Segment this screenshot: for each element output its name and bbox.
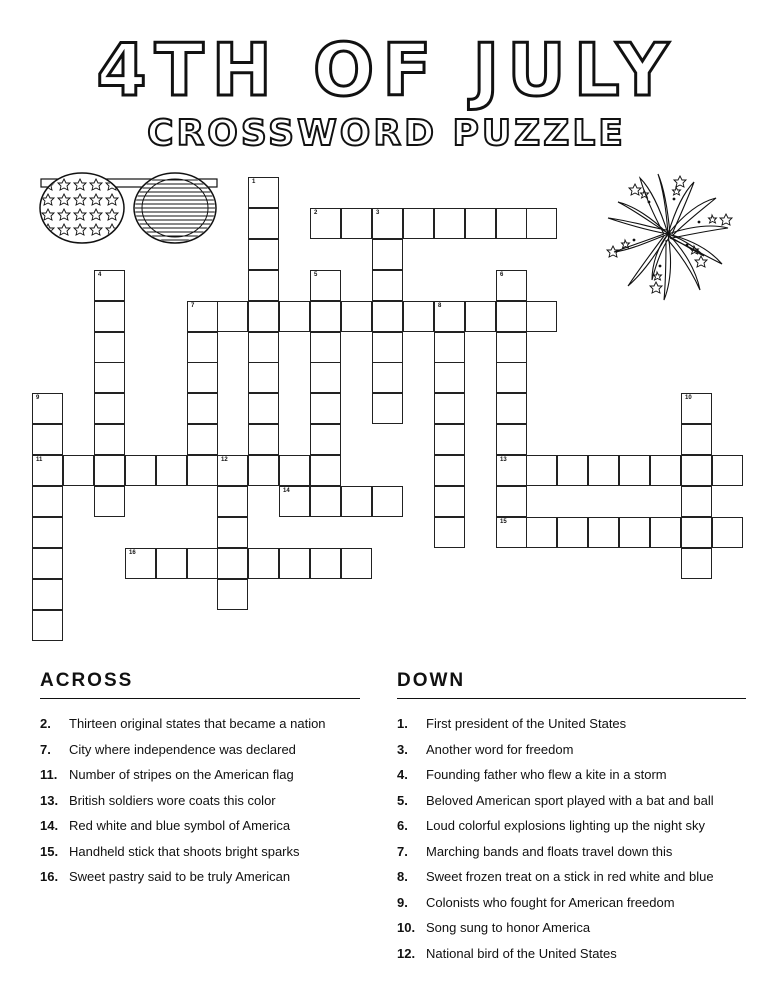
grid-cell[interactable] (94, 301, 125, 332)
grid-cell[interactable] (496, 362, 527, 393)
grid-cell[interactable] (372, 486, 403, 517)
grid-cell[interactable] (248, 393, 279, 424)
grid-cell[interactable] (217, 301, 248, 332)
clue-down-1 (397, 711, 746, 737)
grid-cell[interactable] (434, 455, 465, 486)
cell-number: 11 (36, 457, 43, 463)
clue-text: Sweet pastry said to be truly American (69, 869, 291, 884)
grid-cell[interactable] (465, 208, 496, 239)
grid-cell[interactable] (341, 486, 372, 517)
grid-cell[interactable] (310, 455, 341, 486)
grid-cell[interactable] (372, 270, 403, 301)
clue-number: 16. (40, 869, 59, 884)
fireworks-icon (600, 168, 738, 308)
grid-cell[interactable] (619, 455, 650, 486)
clue-across-16 (40, 864, 360, 890)
cell-number: 10 (685, 395, 692, 401)
clue-number: 13. (40, 792, 59, 808)
clue-number: 1. (397, 716, 408, 731)
grid-cell[interactable] (32, 486, 63, 517)
cell-number: 15 (500, 519, 507, 525)
grid-cell[interactable] (526, 301, 557, 332)
grid-cell[interactable] (496, 393, 527, 424)
clue-down-10 (397, 915, 746, 941)
grid-cell[interactable] (650, 517, 681, 548)
cell-number: 4 (98, 272, 102, 278)
grid-cell[interactable] (94, 362, 125, 393)
clue-text: Loud colorful explosions lighting up the night sky (426, 818, 705, 833)
grid-cell[interactable] (248, 208, 279, 239)
clue-number: 4. (397, 767, 408, 782)
grid-cell[interactable] (434, 424, 465, 455)
grid-cell[interactable] (217, 486, 248, 517)
clue-text: Another word for freedom (426, 741, 574, 757)
clue-down-7 (397, 839, 746, 865)
grid-cell[interactable] (434, 517, 465, 548)
clue-text: Founding father who flew a kite in a storm (426, 767, 667, 782)
grid-cell[interactable] (187, 332, 218, 363)
grid-cell[interactable] (341, 301, 372, 332)
grid-cell[interactable] (187, 455, 218, 486)
clue-text: Thirteen original states that became a nation (69, 716, 326, 731)
clue-number: 7. (397, 843, 408, 859)
grid-cell[interactable] (310, 548, 341, 579)
grid-cell[interactable] (496, 301, 527, 332)
cell-number: 16 (129, 550, 136, 556)
clue-number: 5. (397, 792, 408, 808)
grid-cell[interactable] (434, 208, 465, 239)
grid-cell[interactable] (372, 301, 403, 332)
grid-cell[interactable] (32, 579, 63, 610)
grid-cell[interactable] (310, 332, 341, 363)
grid-cell[interactable] (279, 301, 310, 332)
grid-cell[interactable] (248, 548, 279, 579)
clue-down-5 (397, 788, 746, 814)
clue-number: 9. (397, 894, 408, 910)
grid-cell[interactable] (32, 455, 63, 486)
grid-cell[interactable] (32, 610, 63, 641)
grid-cell[interactable] (496, 424, 527, 455)
cell-number: 1 (252, 179, 256, 185)
down-clue-list (397, 711, 746, 966)
grid-cell[interactable] (465, 301, 496, 332)
clue-text: Colonists who fought for American freedom (426, 894, 675, 910)
grid-cell[interactable] (310, 424, 341, 455)
clue-across-13 (40, 788, 360, 814)
grid-cell[interactable] (156, 548, 187, 579)
grid-cell[interactable] (310, 362, 341, 393)
grid-cell[interactable] (526, 208, 557, 239)
grid-cell[interactable] (681, 455, 712, 486)
grid-cell[interactable] (712, 455, 743, 486)
grid-cell[interactable] (125, 548, 156, 579)
grid-cell[interactable] (94, 332, 125, 363)
grid-cell[interactable] (712, 517, 743, 548)
clue-text: Number of stripes on the American flag (69, 767, 294, 782)
grid-cell[interactable] (310, 270, 341, 301)
grid-cell[interactable] (372, 362, 403, 393)
grid-cell[interactable] (310, 208, 341, 239)
title-block (0, 28, 773, 156)
grid-cell[interactable] (341, 548, 372, 579)
grid-cell[interactable] (650, 455, 681, 486)
across-heading: ACROSS (40, 670, 360, 699)
grid-cell[interactable] (496, 455, 527, 486)
grid-cell[interactable] (94, 486, 125, 517)
clue-number: 7. (40, 741, 51, 757)
clue-across-14 (40, 813, 360, 839)
grid-cell[interactable] (63, 455, 94, 486)
grid-cell[interactable] (434, 393, 465, 424)
grid-cell[interactable] (187, 424, 218, 455)
clue-down-8 (397, 864, 746, 890)
grid-cell[interactable] (496, 517, 527, 548)
grid-cell[interactable] (434, 332, 465, 363)
grid-cell[interactable] (496, 486, 527, 517)
grid-cell[interactable] (32, 517, 63, 548)
grid-cell[interactable] (681, 517, 712, 548)
clue-number: 6. (397, 818, 408, 833)
grid-cell[interactable] (248, 270, 279, 301)
grid-cell[interactable] (681, 548, 712, 579)
down-section (397, 670, 746, 966)
clue-text: National bird of the United States (426, 945, 617, 961)
clue-number: 3. (397, 741, 408, 757)
grid-cell[interactable] (557, 455, 588, 486)
grid-cell[interactable] (310, 486, 341, 517)
grid-cell[interactable] (496, 270, 527, 301)
grid-cell[interactable] (187, 301, 218, 332)
grid-cell[interactable] (403, 208, 434, 239)
clue-down-3 (397, 737, 746, 763)
grid-cell[interactable] (681, 393, 712, 424)
clue-text: Song sung to honor America (426, 920, 591, 935)
sunglasses-icon (38, 170, 220, 248)
grid-cell[interactable] (248, 362, 279, 393)
clue-text: British soldiers wore coats this color (69, 792, 276, 808)
grid-cell[interactable] (32, 393, 63, 424)
grid-cell[interactable] (217, 548, 248, 579)
clue-number: 14. (40, 818, 59, 833)
clue-number: 11. (40, 767, 58, 782)
grid-cell[interactable] (681, 424, 712, 455)
grid-cell[interactable] (248, 424, 279, 455)
clue-across-2 (40, 711, 360, 737)
clue-across-7 (40, 737, 360, 763)
cell-number: 14 (283, 488, 290, 494)
cell-number: 5 (314, 272, 318, 278)
grid-cell[interactable] (372, 208, 403, 239)
grid-cell[interactable] (588, 517, 619, 548)
grid-cell[interactable] (434, 486, 465, 517)
clue-down-9 (397, 890, 746, 916)
clue-text: Marching bands and floats travel down this (426, 843, 673, 859)
clue-number: 10. (397, 920, 416, 935)
grid-cell[interactable] (526, 455, 557, 486)
grid-cell[interactable] (279, 455, 310, 486)
clue-across-11 (40, 762, 360, 788)
grid-cell[interactable] (372, 239, 403, 270)
clue-number: 15. (40, 843, 59, 859)
clue-number: 2. (40, 716, 51, 731)
page-subtitle: CROSSWORD PUZZLE (147, 113, 626, 154)
grid-cell[interactable] (248, 455, 279, 486)
clue-across-15 (40, 839, 360, 865)
grid-cell[interactable] (187, 362, 218, 393)
grid-cell[interactable] (32, 548, 63, 579)
grid-cell[interactable] (403, 301, 434, 332)
grid-cell[interactable] (496, 332, 527, 363)
grid-cell[interactable] (279, 486, 310, 517)
cell-number: 6 (500, 272, 504, 278)
grid-cell[interactable] (279, 548, 310, 579)
grid-cell[interactable] (217, 455, 248, 486)
grid-cell[interactable] (526, 517, 557, 548)
clue-text: First president of the United States (426, 716, 627, 731)
across-section (40, 670, 360, 890)
cell-number: 13 (500, 457, 507, 463)
cell-number: 9 (36, 395, 40, 401)
clue-down-6 (397, 813, 746, 839)
cell-number: 12 (221, 457, 228, 463)
grid-cell[interactable] (94, 270, 125, 301)
down-heading: DOWN (397, 670, 746, 699)
grid-cell[interactable] (217, 579, 248, 610)
grid-cell[interactable] (248, 301, 279, 332)
grid-cell[interactable] (619, 517, 650, 548)
cell-number: 2 (314, 210, 318, 216)
grid-cell[interactable] (94, 393, 125, 424)
grid-cell[interactable] (341, 208, 372, 239)
grid-cell[interactable] (248, 239, 279, 270)
grid-cell[interactable] (187, 393, 218, 424)
clue-down-4 (397, 762, 746, 788)
grid-cell[interactable] (434, 362, 465, 393)
clue-text: Handheld stick that shoots bright sparks (69, 843, 300, 859)
grid-cell[interactable] (310, 301, 341, 332)
grid-cell[interactable] (372, 393, 403, 424)
grid-cell[interactable] (681, 486, 712, 517)
grid-cell[interactable] (187, 548, 218, 579)
cell-number: 3 (376, 210, 380, 216)
grid-cell[interactable] (372, 332, 403, 363)
grid-cell[interactable] (94, 424, 125, 455)
clue-text: Beloved American sport played with a bat and ball (426, 792, 714, 808)
grid-cell[interactable] (94, 455, 125, 486)
clue-text: City where independence was declared (69, 741, 296, 757)
grid-cell[interactable] (496, 208, 527, 239)
across-clue-list (40, 711, 360, 890)
grid-cell[interactable] (557, 517, 588, 548)
grid-cell[interactable] (217, 517, 248, 548)
grid-cell[interactable] (310, 393, 341, 424)
grid-cell[interactable] (248, 177, 279, 208)
grid-cell[interactable] (156, 455, 187, 486)
grid-cell[interactable] (32, 424, 63, 455)
clue-text: Sweet frozen treat on a stick in red white and blue (426, 869, 714, 884)
page-title: 4TH OF JULY (96, 28, 677, 112)
grid-cell[interactable] (588, 455, 619, 486)
grid-cell[interactable] (125, 455, 156, 486)
clue-number: 12. (397, 945, 416, 961)
grid-cell[interactable] (434, 301, 465, 332)
clue-down-12 (397, 941, 746, 967)
grid-cell[interactable] (248, 332, 279, 363)
cell-number: 7 (191, 303, 195, 309)
clue-number: 8. (397, 869, 408, 884)
clue-text: Red white and blue symbol of America (69, 818, 291, 833)
cell-number: 8 (438, 303, 442, 309)
